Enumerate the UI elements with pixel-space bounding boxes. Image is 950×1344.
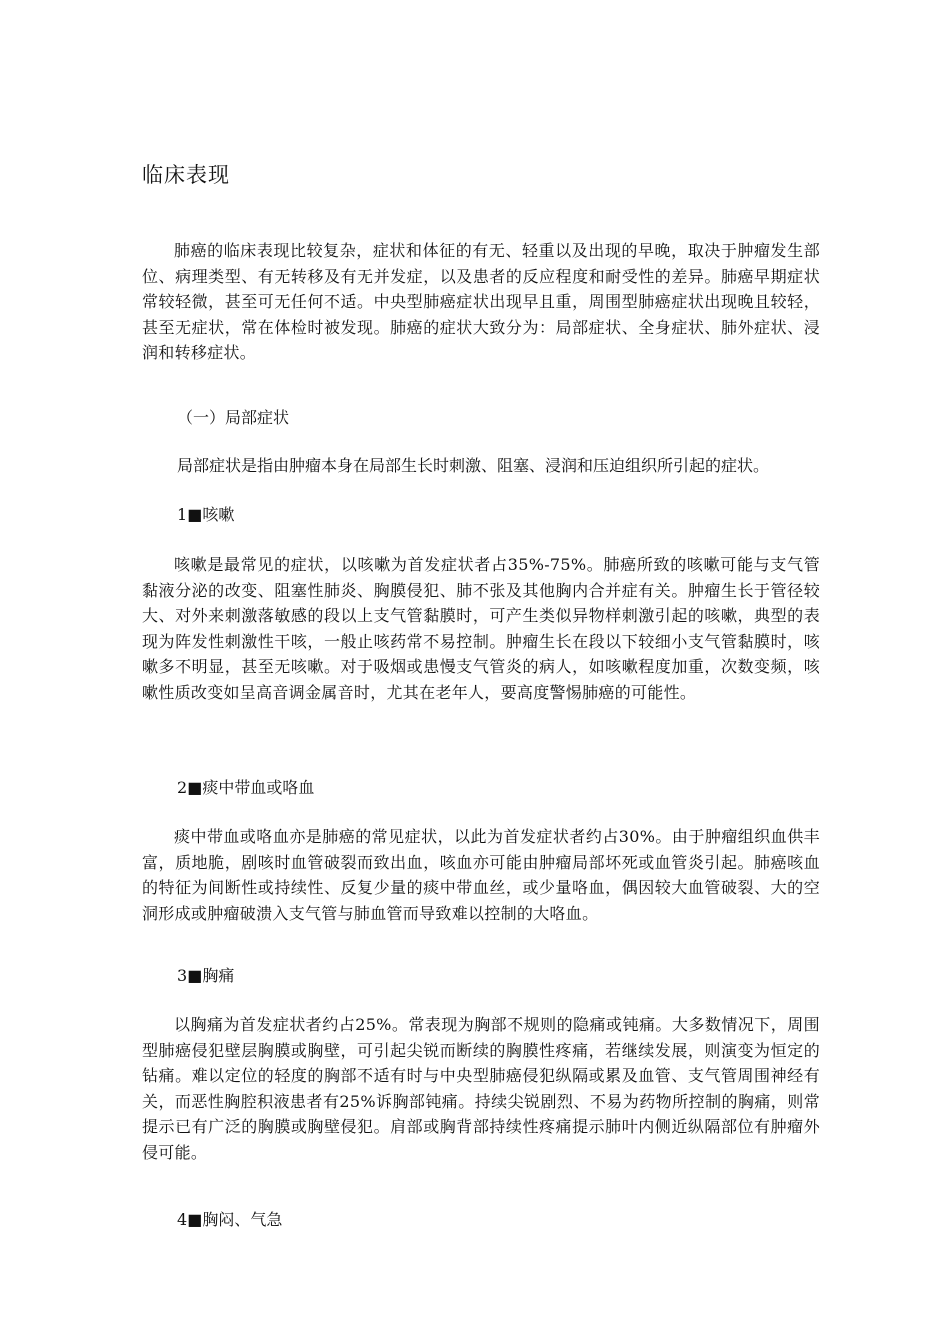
item-number: 3 (177, 966, 188, 985)
item-heading-label: 胸闷、气急 (202, 1210, 283, 1229)
item-number: 1 (177, 505, 188, 524)
intro-paragraph: 肺癌的临床表现比较复杂，症状和体征的有无、轻重以及出现的早晚，取决于肿瘤发生部位、病理类型、有无转移及有无并发症，以及患者的反应程度和耐受性的差异。肺癌早期症状常较轻微，甚至可无任何不适。中央型肺癌症状出现早且重，周围型肺癌症状出现晚且较轻，甚至无症状，常在体检时被发现。肺癌的症状大致分为：局部症状、全身症状、肺外症状、浸润和转移症状。 (142, 241, 820, 363)
item-heading-label: 咳嗽 (202, 505, 235, 524)
item-heading-chest-pain (177, 964, 234, 988)
square-bullet-icon: ■ (187, 505, 203, 524)
item-heading-label: 胸痛 (202, 966, 235, 985)
page-title: 临床表现 (142, 163, 230, 187)
item-heading-cough (177, 503, 234, 527)
section-description: 局部症状是指由肿瘤本身在局部生长时刺激、阻塞、浸润和压迫组织所引起的症状。 (177, 456, 770, 475)
item-paragraph-cough: 咳嗽是最常见的症状，以咳嗽为首发症状者占35%-75%。肺癌所致的咳嗽可能与支气管黏液分泌的改变、阻塞性肺炎、胸膜侵犯、肺不张及其他胸内合并症有关。肿瘤生长于管径较大、对外来刺激落敏感的段以上支气管黏膜时，可产生类似异物样刺激引起的咳嗽，典型的表现为阵发性刺激性干咳，一般止咳药常不易控制。肿瘤生长在段以下较细小支气管黏膜时，咳嗽多不明显，甚至无咳嗽。对于吸烟或患慢支气管炎的病人，如咳嗽程度加重，次数变频，咳嗽性质改变如呈高音调金属音时，尤其在老年人，要高度警惕肺癌的可能性。 (142, 555, 820, 702)
square-bullet-icon: ■ (187, 966, 203, 985)
item-paragraph-hemoptysis: 痰中带血或咯血亦是肺癌的常见症状，以此为首发症状者约占30%。由于肿瘤组织血供丰富，质地脆，剧咳时血管破裂而致出血，咳血亦可能由肿瘤局部坏死或血管炎引起。肺癌咳血的特征为间断性或持续性、反复少量的痰中带血丝，或少量咯血，偶因较大血管破裂、大的空洞形成或肿瘤破溃入支气管与肺血管而导致难以控制的大咯血。 (142, 827, 820, 923)
item-number: 4 (177, 1210, 188, 1229)
item-heading-label: 痰中带血或咯血 (202, 778, 315, 797)
square-bullet-icon: ■ (187, 1210, 203, 1229)
section-heading-local-symptoms: （一）局部症状 (177, 408, 290, 427)
item-number: 2 (177, 778, 188, 797)
square-bullet-icon: ■ (187, 778, 203, 797)
item-heading-dyspnea (177, 1208, 282, 1232)
item-heading-hemoptysis (177, 776, 314, 800)
item-paragraph-chest-pain: 以胸痛为首发症状者约占25%。常表现为胸部不规则的隐痛或钝痛。大多数情况下，周围型肺癌侵犯壁层胸膜或胸壁，可引起尖锐而断续的胸膜性疼痛，若继续发展，则演变为恒定的钻痛。难以定位的轻度的胸部不适有时与中央型肺癌侵犯纵隔或累及血管、支气管周围神经有关，而恶性胸腔积液患者有25%诉胸部钝痛。持续尖锐剧烈、不易为药物所控制的胸痛，则常提示已有广泛的胸膜或胸壁侵犯。肩部或胸背部持续性疼痛提示肺叶内侧近纵隔部位有肿瘤外侵可能。 (142, 1015, 820, 1162)
